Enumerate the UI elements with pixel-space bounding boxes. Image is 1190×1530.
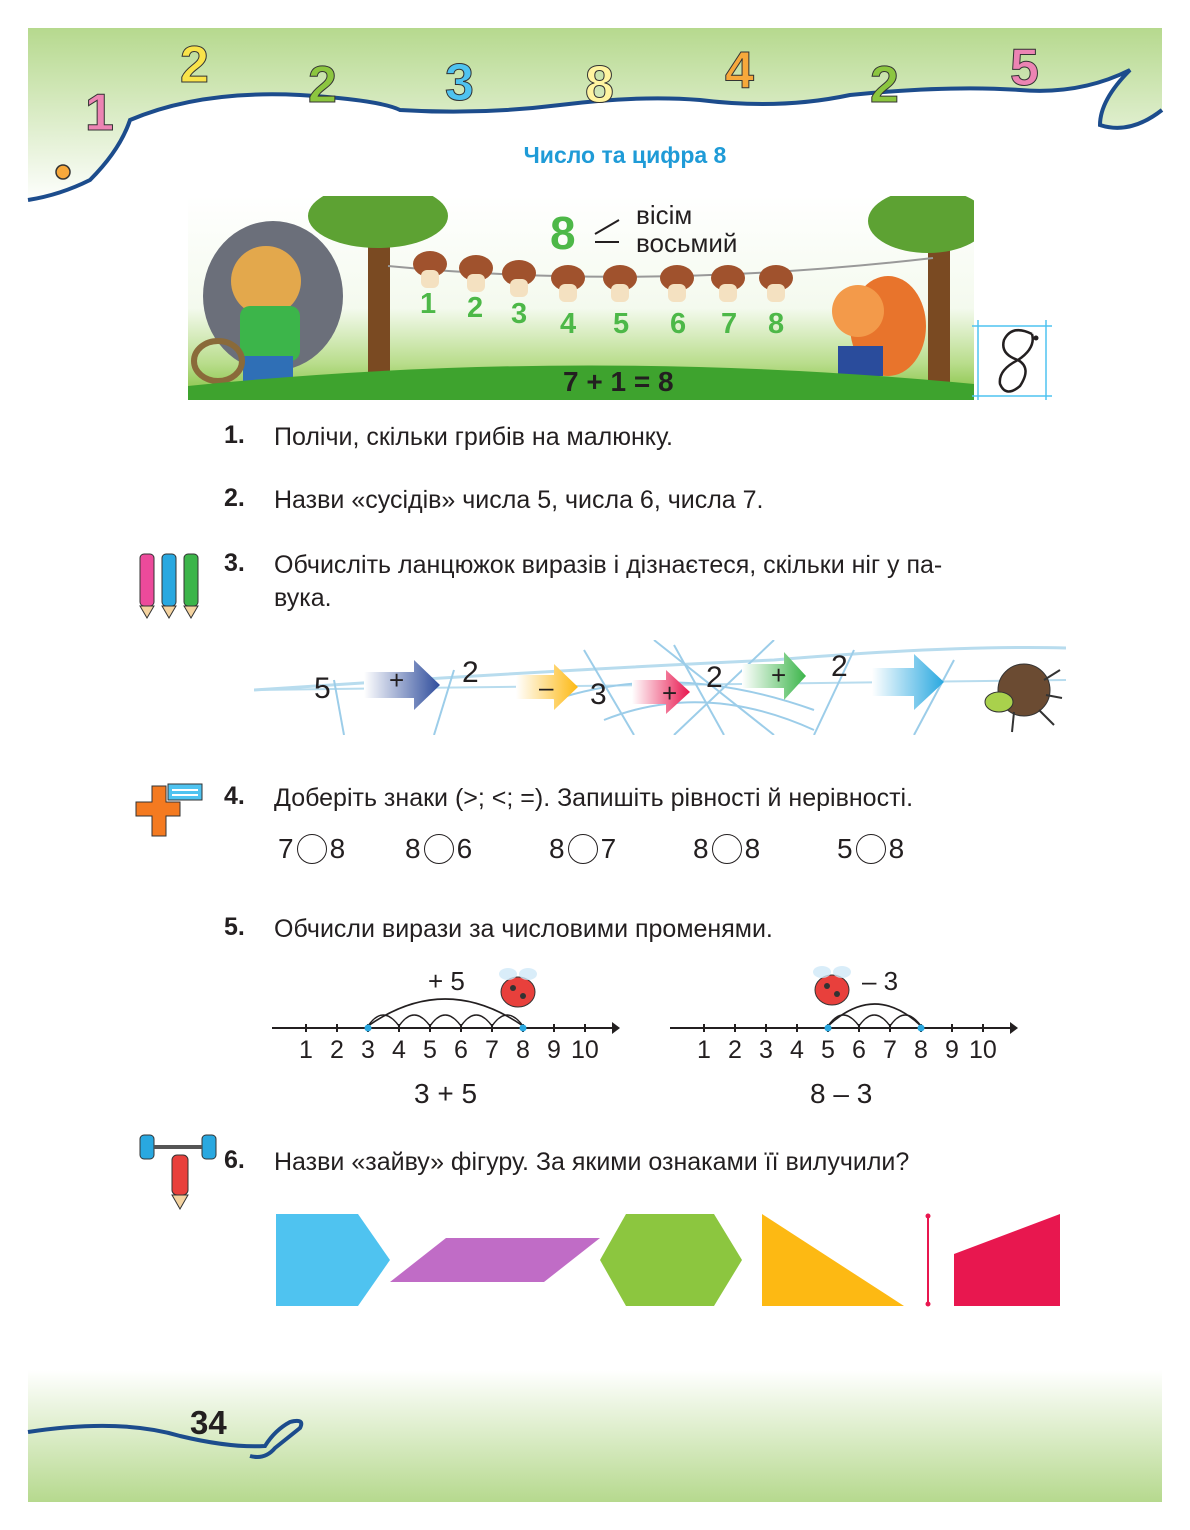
tick-label: 3: [361, 1036, 375, 1064]
chain-operand: 2: [706, 661, 723, 694]
task-2-number: 2.: [224, 484, 245, 512]
mushroom-number: 4: [560, 308, 577, 340]
task-3-text-line1: Обчисліть ланцюжок виразів і дізнаєтеся, скільки ніг у па-: [274, 551, 943, 579]
svg-text:4: 4: [725, 42, 754, 100]
shape-purple-parallelogram: [390, 1238, 600, 1282]
weightlifter-pencil-icon: [138, 1125, 220, 1210]
comparison-item: [693, 833, 760, 865]
mushroom-number: 7: [721, 308, 738, 340]
shapes-row: [270, 1210, 1070, 1310]
shape-blue-pentagon: [276, 1214, 390, 1306]
task-3-text-line2: вука.: [274, 584, 332, 612]
task-3-number: 3.: [224, 549, 245, 577]
chain-op: +: [389, 665, 405, 695]
branch-lines: [593, 216, 623, 246]
comparison-row: [278, 833, 938, 869]
chain-operand: 2: [462, 656, 479, 689]
task-6-text: Назви «зайву» фігуру. За якими ознаками її вилучили?: [274, 1148, 910, 1176]
sign-circle-blank[interactable]: [856, 834, 886, 864]
tick-label: 1: [299, 1036, 313, 1064]
comparison-right: 8: [744, 833, 761, 864]
svg-text:2: 2: [180, 36, 209, 94]
svg-text:3: 3: [445, 54, 474, 112]
tick-label: 2: [728, 1036, 742, 1064]
pencils-icon: [128, 550, 218, 620]
tick-label: 5: [423, 1036, 437, 1064]
tick-label: 9: [547, 1036, 561, 1064]
shape-green-hexagon: [600, 1214, 742, 1306]
comparison-item: [837, 833, 904, 865]
task-1-text: Полічи, скільки грибів на малюнку.: [274, 423, 673, 451]
shape-red-trapezoid: [954, 1214, 1060, 1306]
task-4-number: 4.: [224, 782, 245, 810]
tick-label: 4: [392, 1036, 406, 1064]
svg-text:2: 2: [870, 56, 899, 114]
chain-start: 5: [314, 672, 331, 705]
comparison-item: [278, 833, 345, 865]
svg-text:1: 1: [85, 84, 114, 142]
expression-2: 8 – 3: [810, 1078, 873, 1109]
expression-1: 3 + 5: [414, 1078, 478, 1109]
task-6-number: 6.: [224, 1146, 245, 1174]
sign-circle-blank[interactable]: [712, 834, 742, 864]
task-2-text: Назви «сусідів» числа 5, числа 6, числа 7.: [274, 486, 764, 514]
spider-web-chain: [254, 640, 1066, 735]
mushroom-number: 2: [467, 292, 484, 324]
tick-label: 7: [883, 1036, 897, 1064]
banner-equation: 7 + 1 = 8: [563, 366, 674, 397]
svg-text:8: 8: [585, 56, 614, 114]
chain-operand: 3: [590, 678, 607, 711]
tick-label: 7: [485, 1036, 499, 1064]
tick-label: 9: [945, 1036, 959, 1064]
tick-label: 8: [516, 1036, 530, 1064]
sign-circle-blank[interactable]: [297, 834, 327, 864]
tick-label: 10: [969, 1036, 997, 1064]
tick-label: 1: [697, 1036, 711, 1064]
mushroom-number: 6: [670, 308, 687, 340]
cartoon-numbers-header: [30, 30, 1130, 210]
task-5-text: Обчисли вирази за числовими променями.: [274, 915, 773, 943]
tick-label: 4: [790, 1036, 804, 1064]
word-vosmyi: восьмий: [636, 228, 738, 258]
tick-label: 10: [571, 1036, 599, 1064]
shape-yellow-triangle: [762, 1214, 904, 1306]
task-5-number: 5.: [224, 913, 245, 941]
task-4-text: Доберіть знаки (>; <; =). Запишіть рівності й нерівності.: [274, 784, 914, 812]
comparison-left: 8: [405, 833, 421, 864]
tick-label: 6: [454, 1036, 468, 1064]
comparison-left: 5: [837, 833, 853, 864]
footer-background: [0, 1370, 1190, 1530]
comparison-right: 8: [888, 833, 905, 864]
word-visim: вісім: [636, 200, 693, 230]
chain-op: +: [662, 678, 678, 708]
comparison-right: 8: [329, 833, 346, 864]
svg-text:2: 2: [308, 56, 337, 114]
tick-label: 3: [759, 1036, 773, 1064]
comparison-item: [549, 833, 616, 865]
chain-op: +: [771, 660, 787, 690]
comparison-left: 8: [549, 833, 565, 864]
page-title: Число та цифра 8: [523, 142, 727, 168]
tick-label: 2: [330, 1036, 344, 1064]
comparison-item: [405, 833, 472, 865]
svg-text:5: 5: [1010, 39, 1039, 97]
banner-illustration: [188, 196, 974, 400]
comparison-right: 7: [600, 833, 617, 864]
tick-label: 8: [914, 1036, 928, 1064]
math-signs-character-icon: [122, 778, 212, 848]
comparison-left: 8: [693, 833, 709, 864]
mushroom-number: 3: [511, 298, 528, 330]
sign-circle-blank[interactable]: [568, 834, 598, 864]
big-digit-8: 8: [550, 207, 576, 259]
number-line-2: [668, 960, 1018, 1050]
mushroom-number: 1: [420, 288, 437, 320]
jump-label-2: – 3: [862, 966, 899, 996]
chain-op: –: [539, 672, 554, 702]
comparison-right: 6: [456, 833, 473, 864]
task-1-number: 1.: [224, 421, 245, 449]
comparison-left: 7: [278, 833, 294, 864]
jump-label-1: + 5: [428, 966, 465, 996]
cursive-digit-guide: [972, 320, 1052, 400]
chain-operand: 2: [831, 650, 848, 683]
sign-circle-blank[interactable]: [424, 834, 454, 864]
tick-label: 5: [821, 1036, 835, 1064]
page-number: 34: [190, 1404, 227, 1441]
tick-label: 6: [852, 1036, 866, 1064]
mushroom-number: 8: [768, 308, 785, 340]
mushroom-number: 5: [613, 308, 630, 340]
